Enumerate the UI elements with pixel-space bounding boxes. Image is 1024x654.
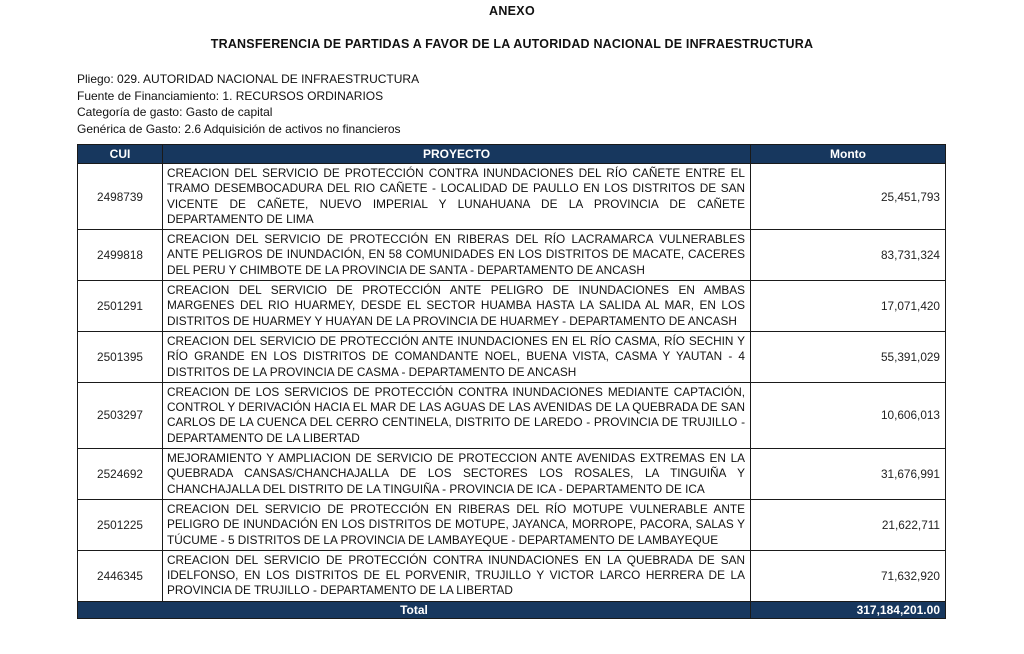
- meta-fuente-financiamiento: Fuente de Financiamiento: 1. RECURSOS ORDINARIOS: [77, 88, 384, 103]
- annex-label: ANEXO: [489, 4, 535, 18]
- cell-cui: 2501225: [78, 499, 163, 550]
- total-label: Total: [78, 601, 751, 618]
- cell-cui: 2503297: [78, 382, 163, 448]
- cell-monto: 17,071,420: [751, 281, 946, 332]
- column-header-proyecto: PROYECTO: [163, 145, 751, 164]
- table-header-row: [78, 145, 946, 164]
- meta-generica-gasto: Genérica de Gasto: 2.6 Adquisición de activos no financieros: [77, 121, 401, 136]
- table-row: [78, 550, 946, 601]
- table-row: [78, 164, 946, 230]
- meta-pliego: Pliego: 029. AUTORIDAD NACIONAL DE INFRAESTRUCTURA: [77, 72, 420, 86]
- cell-monto: 31,676,991: [751, 449, 946, 500]
- cell-monto: 10,606,013: [751, 382, 946, 448]
- cell-monto: 83,731,324: [751, 230, 946, 281]
- cell-proyecto: CREACION DE LOS SERVICIOS DE PROTECCIÓN CONTRA INUNDACIONES MEDIANTE CAPTACIÓN, CONTROL Y DERIVACIÓN HACIA EL MAR DE LAS AGUAS DE LAS AVENIDAS DE LA QUEBRADA DE SAN CARLOS DE LA CUENCA DEL CERRO CENTINELA, DISTRITO DE LAREDO - PROVINCIA DE TRUJILLO - DEPARTAMENTO DE LA LIBERTAD: [163, 382, 751, 448]
- cell-proyecto: CREACION DEL SERVICIO DE PROTECCIÓN CONTRA INUNDACIONES EN LA QUEBRADA DE SAN IDELFONSO, EN LOS DISTRITOS DE EL PORVENIR, TRUJILLO Y VICTOR LARCO HERRERA DE LA PROVINCIA DE TRUJILLO - DEPARTAMENTO DE LA LIBERTAD: [163, 550, 751, 601]
- metadata-block: [77, 71, 1024, 137]
- cell-cui: 2524692: [78, 449, 163, 500]
- column-header-cui: CUI: [78, 145, 163, 164]
- cell-cui: 2499818: [78, 230, 163, 281]
- cell-cui: 2446345: [78, 550, 163, 601]
- cell-cui: 2501291: [78, 281, 163, 332]
- cell-monto: 55,391,029: [751, 331, 946, 382]
- meta-categoria-gasto: Categoría de gasto: Gasto de capital: [77, 105, 273, 119]
- cell-cui: 2501395: [78, 331, 163, 382]
- cell-proyecto: CREACION DEL SERVICIO DE PROTECCIÓN EN RIBERAS DEL RÍO MOTUPE VULNERABLE ANTE PELIGRO DE INUNDACIÓN EN LOS DISTRITOS DE MOTUPE, JAYANCA, MORROPE, PACORA, SALAS Y TÚCUME - 5 DISTRITOS DE LA PROVINCIA DE LAMBAYEQUE - DEPARTAMENTO DE LAMBAYEQUE: [163, 499, 751, 550]
- cell-proyecto: CREACION DEL SERVICIO DE PROTECCIÓN EN RIBERAS DEL RÍO LACRAMARCA VULNERABLES ANTE PELIGROS DE INUNDACIÓN, EN 58 COMUNIDADES EN LOS DISTRITOS DE MACATE, CACERES DEL PERU Y CHIMBOTE DE LA PROVINCIA DE SANTA - DEPARTAMENTO DE ANCASH: [163, 230, 751, 281]
- column-header-monto: Monto: [751, 145, 946, 164]
- projects-table: [77, 144, 946, 619]
- table-row: [78, 331, 946, 382]
- table-row: [78, 449, 946, 500]
- cell-proyecto: CREACION DEL SERVICIO DE PROTECCIÓN ANTE INUNDACIONES EN EL RÍO CASMA, RÍO SECHIN Y RÍO GRANDE EN LOS DISTRITOS DE COMANDANTE NOEL, BUENA VISTA, CASMA Y YAUTAN - 4 DISTRITOS DE LA PROVINCIA DE CASMA - DEPARTAMENTO DE ANCASH: [163, 331, 751, 382]
- cell-proyecto: CREACION DEL SERVICIO DE PROTECCIÓN CONTRA INUNDACIONES DEL RÍO CAÑETE ENTRE EL TRAMO DESEMBOCADURA DEL RIO CAÑETE - LOCALIDAD DE PAULLO EN LOS DISTRITOS DE SAN VICENTE DE CAÑETE, NUEVO IMPERIAL Y LUNAHUANA DE LA PROVINCIA DE CAÑETE DEPARTAMENTO DE LIMA: [163, 164, 751, 230]
- page-title: TRANSFERENCIA DE PARTIDAS A FAVOR DE LA AUTORIDAD NACIONAL DE INFRAESTRUCTURA: [210, 37, 814, 51]
- table-row: [78, 230, 946, 281]
- cell-monto: 71,632,920: [751, 550, 946, 601]
- cell-proyecto: MEJORAMIENTO Y AMPLIACION DE SERVICIO DE PROTECCION ANTE AVENIDAS EXTREMAS EN LA QUEBRADA CANSAS/CHANCHAJALLA DE LOS SECTORES LOS ROSALES, LA TINGUIÑA Y CHANCHAJALLA DEL DISTRITO DE LA TINGUIÑA - PROVINCIA DE ICA - DEPARTAMENTO DE ICA: [163, 449, 751, 500]
- total-row: [78, 601, 946, 618]
- table-row: [78, 499, 946, 550]
- table-row: [78, 281, 946, 332]
- total-value: 317,184,201.00: [751, 601, 946, 618]
- cell-proyecto: CREACION DEL SERVICIO DE PROTECCIÓN ANTE PELIGRO DE INUNDACIONES EN AMBAS MARGENES DEL RIO HUARMEY, DESDE EL SECTOR HUAMBA HASTA LA SALIDA AL MAR, EN LOS DISTRITOS DE HUARMEY Y HUAYAN DE LA PROVINCIA DE HUARMEY - DEPARTAMENTO DE ANCASH: [163, 281, 751, 332]
- cell-monto: 25,451,793: [751, 164, 946, 230]
- cell-monto: 21,622,711: [751, 499, 946, 550]
- table-row: [78, 382, 946, 448]
- cell-cui: 2498739: [78, 164, 163, 230]
